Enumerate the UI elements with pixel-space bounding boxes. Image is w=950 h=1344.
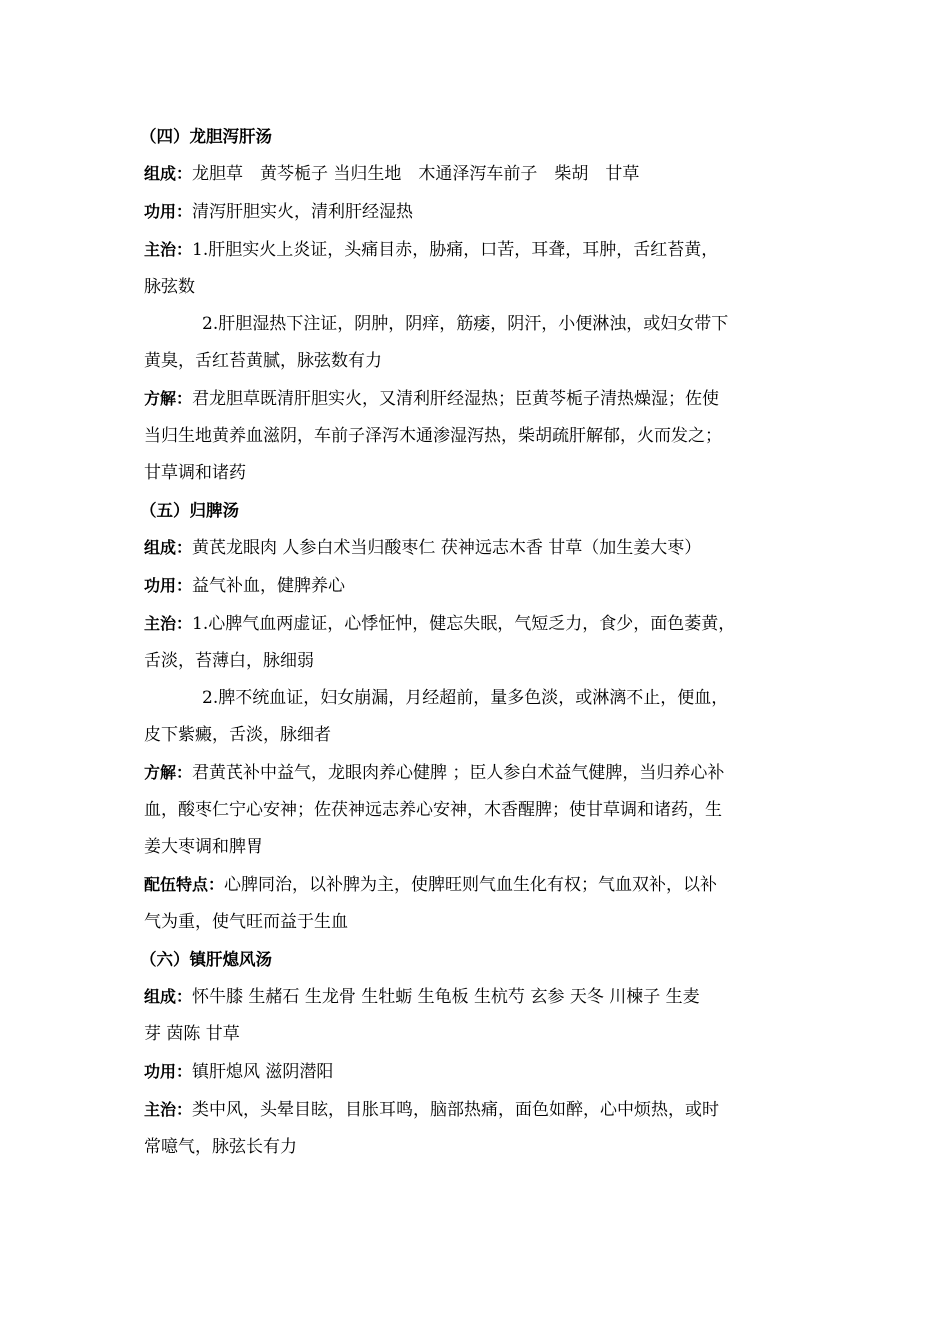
indications-text: 黄臭，舌红苔黄腻，脉弦数有力: [144, 351, 382, 371]
formula-explanation-line: [144, 754, 816, 792]
composition-label: 组成：: [144, 164, 193, 183]
section-heading: （五）归脾汤: [140, 501, 239, 520]
composition-label: 组成：: [144, 987, 193, 1006]
function-label: 功用：: [144, 202, 193, 221]
composition-text: 龙胆草 黄芩栀子 当归生地 木通泽泻车前子 柴胡 甘草: [192, 164, 640, 184]
indications-line: [144, 231, 816, 269]
compatibility-features-label: 配伍特点：: [144, 875, 225, 894]
indications-label: 主治：: [144, 614, 193, 633]
function-text: 镇肝熄风 滋阴潜阳: [192, 1062, 334, 1082]
function-line: [144, 193, 816, 231]
indications-text: 1.心脾气血两虚证，心悸怔忡，健忘失眠，气短乏力，食少，面色萎黄，: [192, 614, 736, 634]
indications-text: 常噫气，脉弦长有力: [144, 1137, 297, 1157]
formula-explanation-text: 当归生地黄养血滋阴，车前子泽泻木通渗湿泻热，柴胡疏肝解郁，火而发之；: [144, 426, 722, 446]
indications-text: 1.肝胆实火上炎证，头痛目赤，胁痛，口苦，耳聋，耳肿，舌红苔黄，: [192, 240, 719, 260]
formula-explanation-text: 君龙胆草既清肝胆实火，又清利肝经湿热；臣黄芩栀子清热燥湿；佐使: [192, 389, 720, 409]
composition-line: [144, 529, 816, 567]
indications-text: 皮下紫癜，舌淡，脉细者: [144, 725, 331, 745]
section-heading: （六）镇肝熄风汤: [140, 950, 272, 969]
indications-label: 主治：: [144, 1100, 193, 1119]
composition-text: 芽 茵陈 甘草: [144, 1024, 240, 1044]
indications-line: [144, 605, 816, 643]
formula-explanation-text: 姜大枣调和脾胃: [144, 837, 263, 857]
indications-text: 2.肝胆湿热下注证，阴肿，阴痒，筋痿，阴汗，小便淋浊，或妇女带下: [202, 314, 729, 334]
formula-explanation-text: 君黄芪补中益气，龙眼肉养心健脾 ；臣人参白术益气健脾，当归养心补: [192, 763, 725, 783]
formula-explanation-label: 方解：: [144, 389, 193, 408]
compatibility-features-line: [144, 866, 816, 904]
composition-text: 怀牛膝 生赭石 生龙骨 生牡蛎 生龟板 生杭芍 玄参 天冬 川楝子 生麦: [192, 987, 700, 1007]
function-text: 清泻肝胆实火，清利肝经湿热: [192, 202, 414, 222]
indications-label: 主治：: [144, 240, 193, 259]
compatibility-features-text: 气为重，使气旺而益于生血: [144, 912, 348, 932]
function-label: 功用：: [144, 1062, 193, 1081]
compatibility-features-text: 心脾同治，以补脾为主，使脾旺则气血生化有权；气血双补，以补: [224, 875, 718, 895]
function-label: 功用：: [144, 576, 193, 595]
function-line: [144, 1053, 816, 1091]
formula-explanation-label: 方解：: [144, 763, 193, 782]
document-page: [140, 118, 816, 1166]
composition-line: [144, 155, 816, 193]
indications-text: 2.脾不统血证，妇女崩漏，月经超前，量多色淡，或淋漓不止，便血，: [202, 688, 729, 708]
composition-line: [144, 978, 816, 1016]
function-line: [144, 567, 816, 605]
indications-line: [144, 1091, 816, 1129]
function-text: 益气补血，健脾养心: [192, 576, 346, 596]
formula-explanation-text: 血，酸枣仁宁心安神；佐茯神远志养心安神，木香醒脾；使甘草调和诸药，生: [144, 800, 722, 820]
formula-explanation-line: [144, 380, 816, 418]
indications-text: 类中风，头晕目眩，目胀耳鸣，脑部热痛，面色如醉，心中烦热，或时: [192, 1100, 720, 1120]
section-heading: （四）龙胆泻肝汤: [140, 127, 272, 146]
composition-text: 黄芪龙眼肉 人参白术当归酸枣仁 茯神远志木香 甘草（加生姜大枣）: [192, 538, 702, 558]
composition-label: 组成：: [144, 538, 193, 557]
formula-explanation-text: 甘草调和诸药: [144, 463, 246, 483]
indications-text: 舌淡，苔薄白，脉细弱: [144, 651, 314, 671]
indications-text: 脉弦数: [144, 277, 195, 297]
